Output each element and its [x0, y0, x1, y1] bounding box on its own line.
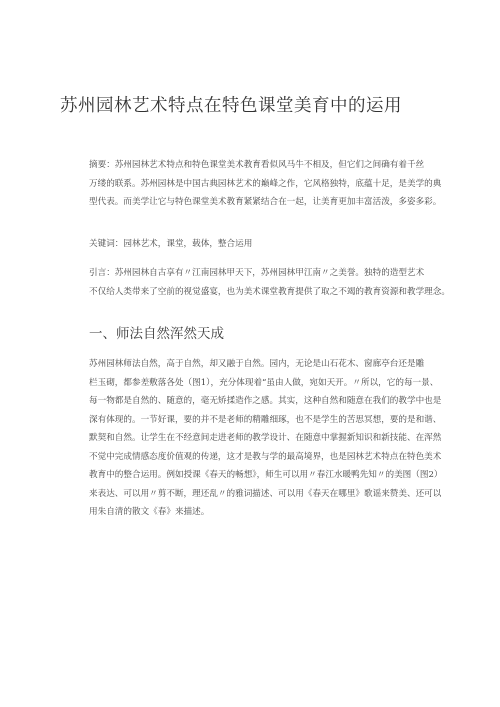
abstract-line: 万缕的联系。苏州园林是中国古典园林艺术的巅峰之作，它风格独特，底蕴十足，是美学的典 — [89, 178, 442, 189]
document-title: 苏州园林艺术特点在特色课堂美育中的运用 — [60, 96, 402, 116]
section-body-paragraph — [89, 355, 441, 522]
body-line: 教育中的整合运用。例如授课《春天的畅想》，师生可以用〃春江水暖鸭先知〃的美图（图2） — [89, 470, 443, 480]
body-line: 苏州园林师法自然，高于自然，却又融于自然。园内，无论是山石花木、窗廊亭台还是雕 — [89, 359, 425, 369]
abstract-line: 摘要：苏州园林艺术特点和特色课堂美术教育看似风马牛不相及，但它们之间确有着千丝 — [89, 160, 425, 170]
body-line: 来表达、可以用〃剪不断，理还乱〃的雅词描述、可以用《春天在哪里》歌谣来赞美、还可以 — [89, 488, 442, 499]
keywords-paragraph — [89, 235, 441, 254]
intro-line: 不仅给人类带来了空前的视觉盛宴，也为美术课堂教育提供了取之不竭的教育资源和教学理念。 — [89, 286, 450, 297]
body-line: 不觉中完成情感态度价值观的传递，这才是教与学的最高境界，也是园林艺术特点在特色美术 — [89, 451, 442, 462]
body-line: 用朱自清的散文《春》来描述。 — [89, 507, 210, 517]
section-heading: 一、师法自然浑然天成 — [89, 326, 224, 342]
body-line: 栏玉砌，都参差敷落各处（图1），充分体现着“虽由人做，宛如天开。〃所以，它的每一景、 — [89, 377, 439, 388]
abstract-paragraph — [89, 156, 441, 212]
body-line: 深有体现的。一节好课，要的并不是老师的精雕细琢，也不是学生的苦思冥想，要的是和谐、 — [89, 414, 442, 425]
body-line: 默契和自然。让学生在不经意间走进老师的教学设计、在随意中掌握新知识和新技能、在浑然 — [89, 433, 442, 443]
intro-paragraph — [89, 264, 450, 301]
abstract-line: 型代表。而美学让它与特色课堂美术教育紧紧结合在一起，让美育更加丰富活泼，多姿多彩。 — [89, 197, 442, 207]
body-line: 每一物都是自然的、随意的，毫无矫揉造作之感。其实，这种自然和随意在我们的教学中也是 — [89, 396, 442, 406]
keywords-line: 关键词：园林艺术，课堂，载体，整合运用 — [89, 239, 253, 249]
intro-line: 引言：苏州园林自古享有〃江南园林甲天下，苏州园林甲江南〃之美誉。独特的造型艺术 — [89, 268, 425, 278]
